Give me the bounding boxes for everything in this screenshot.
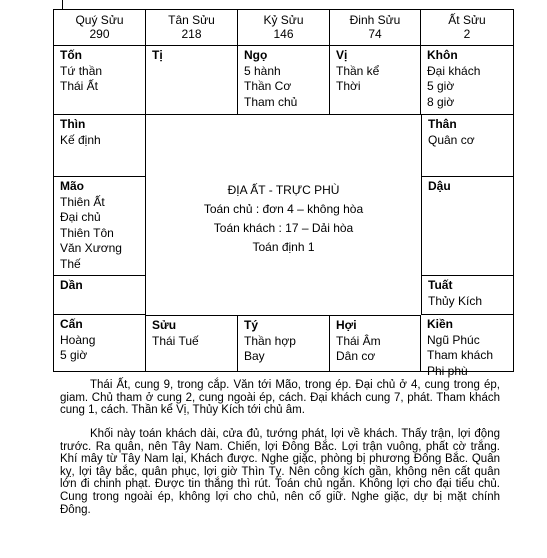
palace-line: Thời: [336, 79, 361, 93]
palace-line: Phi phù: [427, 363, 468, 378]
center-line-2: Toán khách : 17 – Dải hòa: [213, 221, 354, 235]
palace-line: Bay: [244, 349, 265, 363]
header-name: Ất Sửu: [448, 13, 486, 27]
palace-line: Đại khách: [427, 63, 481, 78]
palace-title: Khôn: [427, 48, 458, 62]
palace-title: Vị: [336, 48, 348, 62]
header-cell-ky-suu: [238, 10, 330, 46]
center-panel: [146, 115, 421, 315]
palace-line: 8 giờ: [427, 94, 455, 109]
palace-title: Dậu: [428, 179, 451, 193]
palace-line: Dân cơ: [336, 349, 376, 363]
palace-title: Tý: [244, 318, 259, 332]
palace-vi: [330, 46, 421, 115]
palace-line: Hoàng: [60, 332, 96, 347]
paragraph-1: Thái Ất, cung 9, trong cắp. Văn tới Mão, trong ép. Đại chủ ở 4, cung trong ép, giam. Chủ tham ở cung 2, cung ngoài ép, cách. Đại khách cung 7, phát. Tham khách cung 1, cách. Thần kể Vị, Thủy Kích tới chủ âm.: [60, 379, 500, 417]
palace-can: [54, 315, 146, 371]
header-cell-dinh-suu: [330, 10, 421, 46]
palace-title: Dần: [60, 278, 83, 292]
divination-chart: [53, 9, 514, 378]
header-name: Kỷ Sửu: [263, 13, 304, 27]
palace-tuat: [421, 276, 513, 315]
palace-line: 5 giờ: [60, 348, 88, 362]
header-name: Đinh Sửu: [349, 13, 401, 27]
palace-title: Mão: [60, 179, 84, 193]
palace-dan: [54, 276, 146, 315]
header-value: 2: [463, 27, 471, 41]
palace-khon: [421, 46, 513, 115]
palace-line: Đại chủ: [60, 210, 101, 224]
palace-line: Ngũ Phúc: [427, 332, 480, 347]
header-value: 146: [273, 27, 294, 41]
palace-dau: [421, 177, 513, 276]
header-cell-tan-suu: [146, 10, 238, 46]
palace-line: Quân cơ: [428, 132, 475, 147]
palace-title: Thìn: [60, 117, 86, 131]
palace-line: Thần hợp: [244, 333, 296, 348]
center-line-3: Toán định 1: [252, 240, 315, 254]
center-line-1: Toán chủ : đơn 4 – không hòa: [203, 202, 364, 216]
header-value: 74: [368, 27, 382, 41]
palace-title: Ngọ: [244, 48, 268, 62]
palace-line: Thiên Ất: [60, 194, 105, 209]
palace-line: Thái Tuế: [152, 333, 199, 348]
palace-line: Thái Âm: [336, 333, 381, 348]
header-cell-quy-suu: [54, 10, 146, 46]
palace-line: Thế: [60, 256, 81, 271]
palace-title: Hợi: [336, 318, 357, 332]
palace-title: Kiền: [427, 317, 454, 331]
palace-line: 5 giờ: [427, 79, 455, 93]
palace-line: Thủy Kích: [428, 293, 483, 308]
palace-line: Thái Ất: [60, 79, 99, 93]
header-value: 218: [181, 27, 202, 41]
palace-ty: [238, 315, 330, 371]
palace-mao: [54, 177, 146, 276]
header-value: 290: [89, 27, 110, 41]
palace-hoi: [330, 315, 421, 371]
center-title: ĐỊA ẤT - TRỰC PHÙ: [227, 183, 340, 197]
paragraph-2: Khối này toán khách dài, cửa đủ, tướng phát, lợi về khách. Thấy trận, lợi động trước. Ra quân, nên Tây Nam. Chiến, lợi Đông Bắc. Lợi trận vuông, phất cờ trắng. Khí mây từ Tây Nam lại, Khách được. Nghe giặc, phòng bị phương Đông Bắc. Quân kỵ, lợi tây bắc, quân phục, lợi giờ Thìn Tỵ. Nên công kích gần, không nên cất quân lớn đi chinh phạt. Được tin thắng thì rút. Toán chủ ngắn. Không lợi cho đại tiểu chủ. Cung trong ngoài ép, không lợi cho chủ, nên cố giữ. Nghe giặc, dự bị mặt chính Đông.: [60, 428, 500, 516]
palace-line: 5 hành: [244, 63, 281, 78]
palace-title: Sửu: [152, 318, 177, 332]
palace-line: Văn Xương: [60, 241, 122, 255]
palace-kien: [421, 315, 513, 378]
palace-line: Kế định: [60, 132, 101, 147]
palace-line: Thần Cơ: [244, 79, 292, 93]
palace-line: Tứ thần: [60, 63, 103, 78]
palace-thin: [54, 115, 146, 177]
palace-line: Tham chủ: [244, 94, 298, 109]
palace-ti: [146, 46, 238, 115]
palace-line: Thần kể: [336, 63, 380, 78]
palace-suu: [146, 315, 238, 371]
palace-title: Tị: [152, 48, 163, 62]
palace-than: [421, 115, 513, 177]
palace-ngo: [238, 46, 330, 115]
palace-title: Tuất: [428, 278, 453, 292]
header-name: Tân Sửu: [168, 13, 215, 27]
palace-ton: [54, 46, 146, 115]
palace-title: Tốn: [60, 48, 82, 62]
palace-title: Cấn: [60, 317, 83, 331]
header-cell-at-suu: [421, 10, 513, 46]
palace-line: Tham khách: [427, 348, 494, 362]
palace-line: Thiên Tôn: [60, 225, 114, 240]
palace-title: Thân: [428, 117, 457, 131]
header-name: Quý Sửu: [75, 13, 124, 27]
